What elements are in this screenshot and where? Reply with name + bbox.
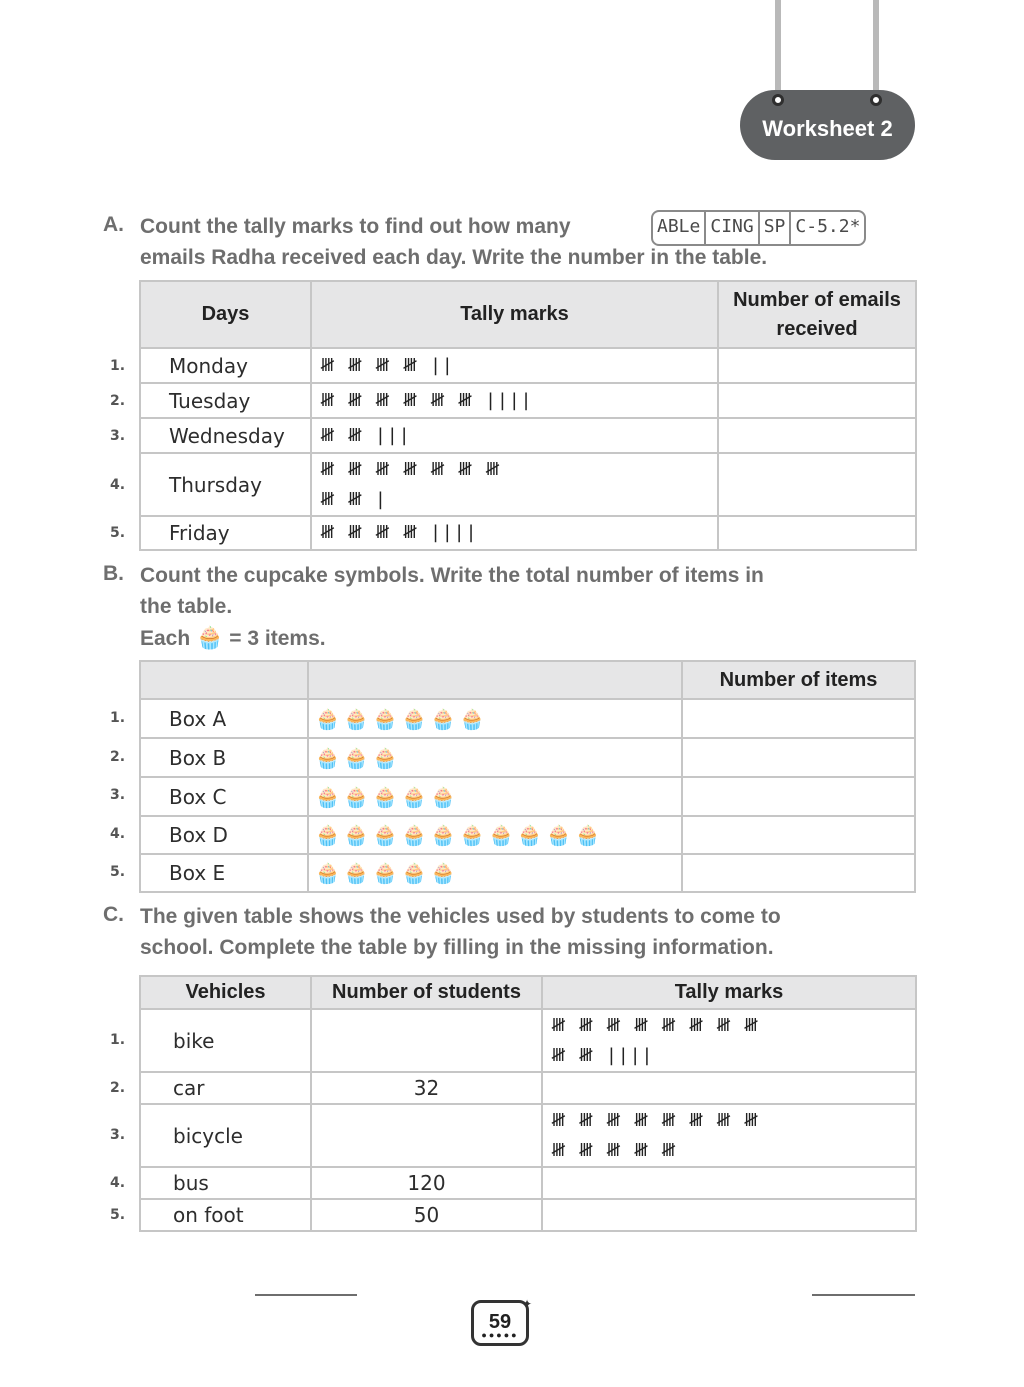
cupcake-cell bbox=[308, 816, 682, 854]
emails-table bbox=[139, 280, 917, 551]
day-cell: Wednesday bbox=[140, 418, 311, 453]
worksheet-badge bbox=[740, 90, 915, 160]
row-number: 2. bbox=[110, 1080, 126, 1096]
tally-cell: 𝍸 𝍸 𝍸 𝍸 || bbox=[311, 348, 718, 383]
badge-dots: ●●●●● bbox=[481, 1330, 519, 1340]
cupcake-icon: 🧁 bbox=[372, 745, 402, 770]
tally-cell: 𝍸 𝍸 𝍸 𝍸 𝍸 𝍸 𝍸 𝍸 𝍸 | bbox=[311, 453, 718, 516]
cupcake-icon: 🧁 bbox=[343, 706, 373, 731]
box-cell: Box A bbox=[140, 699, 308, 738]
cupcake-icon: 🧁 bbox=[343, 861, 373, 885]
answer-cell[interactable] bbox=[718, 453, 916, 516]
row-number: 1. bbox=[110, 358, 126, 374]
row-number: 5. bbox=[110, 864, 126, 880]
answer-cell[interactable] bbox=[682, 816, 915, 854]
column-header bbox=[308, 661, 682, 699]
cupcake-icon: 🧁 bbox=[315, 823, 344, 847]
code-part: ABLe bbox=[653, 212, 706, 244]
section-a-letter: A. bbox=[103, 213, 124, 236]
day-cell: Friday bbox=[140, 516, 311, 550]
section-c-instruction-2: school. Complete the table by filling in the missing information. bbox=[140, 936, 774, 959]
answer-cell[interactable] bbox=[718, 516, 916, 550]
cupcake-icon: 🧁 bbox=[372, 823, 402, 847]
section-b-instruction-2: the table. bbox=[140, 595, 233, 618]
cupcake-icon: 🧁 bbox=[315, 706, 344, 731]
page-number-badge bbox=[471, 1300, 529, 1346]
cupcake-key bbox=[140, 622, 326, 654]
vehicle-cell: on foot bbox=[140, 1199, 311, 1231]
page-number: 59 bbox=[488, 1311, 512, 1333]
students-cell: 120 bbox=[311, 1167, 542, 1199]
column-header: Number of emails received bbox=[718, 281, 916, 348]
day-cell: Monday bbox=[140, 348, 311, 383]
row-number: 3. bbox=[110, 428, 126, 444]
cupcake-icon: 🧁 bbox=[401, 784, 431, 809]
cupcake-icon: 🧁 bbox=[372, 784, 402, 809]
row-number: 4. bbox=[110, 1175, 126, 1191]
section-a-instruction-2: emails Radha received each day. Write the number in the table. bbox=[140, 246, 768, 269]
row-number: 4. bbox=[110, 826, 126, 842]
cupcake-icon: 🧁 bbox=[430, 706, 460, 731]
cupcake-icon: 🧁 bbox=[196, 625, 224, 650]
section-b-letter: B. bbox=[103, 562, 124, 585]
box-cell: Box B bbox=[140, 738, 308, 777]
curriculum-code bbox=[651, 210, 866, 246]
row-number: 5. bbox=[110, 525, 126, 541]
key-prefix: Each bbox=[140, 627, 191, 650]
cupcake-icon: 🧁 bbox=[430, 861, 460, 885]
star-icon: ✦ bbox=[522, 1297, 533, 1311]
cupcake-icon: 🧁 bbox=[546, 823, 576, 847]
vehicles-table bbox=[139, 975, 917, 1232]
tally-cell[interactable] bbox=[542, 1167, 916, 1199]
cupcake-cell bbox=[308, 854, 682, 892]
row-number: 5. bbox=[110, 1207, 126, 1223]
students-cell[interactable] bbox=[311, 1104, 542, 1167]
tally-cell[interactable] bbox=[542, 1199, 916, 1231]
row-number: 2. bbox=[110, 749, 126, 765]
cupcake-icon: 🧁 bbox=[343, 745, 373, 770]
box-cell: Box E bbox=[140, 854, 308, 892]
day-cell: Tuesday bbox=[140, 383, 311, 418]
answer-cell[interactable] bbox=[718, 418, 916, 453]
cupcake-icon: 🧁 bbox=[401, 823, 431, 847]
tally-cell: 𝍸 𝍸 𝍸 𝍸 |||| bbox=[311, 516, 718, 550]
code-part: SP bbox=[760, 212, 792, 244]
column-header: Number of items bbox=[682, 661, 915, 699]
hanger-string-left bbox=[775, 0, 781, 95]
column-header: Days bbox=[140, 281, 311, 348]
cupcake-table bbox=[139, 660, 916, 893]
section-a-instruction-1: Count the tally marks to find out how many bbox=[140, 215, 571, 238]
column-header: Number of students bbox=[311, 976, 542, 1009]
column-header: Tally marks bbox=[311, 281, 718, 348]
cupcake-icon: 🧁 bbox=[488, 823, 518, 847]
cupcake-icon: 🧁 bbox=[401, 706, 431, 731]
day-cell: Thursday bbox=[140, 453, 311, 516]
vehicle-cell: bus bbox=[140, 1167, 311, 1199]
cupcake-cell bbox=[308, 738, 682, 777]
vehicle-cell: bike bbox=[140, 1009, 311, 1072]
row-number: 4. bbox=[110, 477, 126, 493]
cupcake-icon: 🧁 bbox=[430, 823, 460, 847]
cupcake-cell bbox=[308, 777, 682, 816]
code-part: C-5.2* bbox=[795, 216, 861, 237]
answer-cell[interactable] bbox=[718, 383, 916, 418]
answer-cell[interactable] bbox=[682, 777, 915, 816]
hanger-string-right bbox=[873, 0, 879, 95]
cupcake-icon: 🧁 bbox=[372, 706, 402, 731]
remarks-line bbox=[812, 1294, 915, 1296]
students-cell: 50 bbox=[311, 1199, 542, 1231]
cupcake-icon: 🧁 bbox=[459, 706, 489, 731]
students-cell: 32 bbox=[311, 1072, 542, 1104]
row-number: 3. bbox=[110, 787, 126, 803]
box-cell: Box D bbox=[140, 816, 308, 854]
answer-cell[interactable] bbox=[682, 699, 915, 738]
answer-cell[interactable] bbox=[682, 738, 915, 777]
cupcake-icon: 🧁 bbox=[575, 823, 605, 847]
cupcake-icon: 🧁 bbox=[315, 745, 344, 770]
tally-cell: 𝍸 𝍸 𝍸 𝍸 𝍸 𝍸 𝍸 𝍸 𝍸 𝍸 𝍸 𝍸 𝍸 bbox=[542, 1104, 916, 1167]
vehicle-cell: car bbox=[140, 1072, 311, 1104]
row-number: 1. bbox=[110, 1032, 126, 1048]
answer-cell[interactable] bbox=[718, 348, 916, 383]
row-number: 2. bbox=[110, 393, 126, 409]
column-header: Vehicles bbox=[140, 976, 311, 1009]
cupcake-icon: 🧁 bbox=[459, 823, 489, 847]
column-header: Tally marks bbox=[542, 976, 916, 1009]
signature-line bbox=[255, 1294, 357, 1296]
cupcake-icon: 🧁 bbox=[343, 784, 373, 809]
cupcake-icon: 🧁 bbox=[517, 823, 547, 847]
section-c-letter: C. bbox=[103, 903, 124, 926]
row-number: 1. bbox=[110, 710, 126, 726]
answer-cell[interactable] bbox=[682, 854, 915, 892]
cupcake-icon: 🧁 bbox=[315, 784, 344, 809]
tally-cell: 𝍸 𝍸 𝍸 𝍸 𝍸 𝍸 |||| bbox=[311, 383, 718, 418]
section-b-instruction-1: Count the cupcake symbols. Write the total number of items in bbox=[140, 564, 764, 587]
vehicle-cell: bicycle bbox=[140, 1104, 311, 1167]
code-part: CING bbox=[706, 212, 759, 244]
worksheet-badge-label: Worksheet 2 bbox=[762, 116, 893, 141]
cupcake-icon: 🧁 bbox=[401, 861, 431, 885]
key-suffix: = 3 items. bbox=[229, 627, 326, 650]
section-c-instruction-1: The given table shows the vehicles used by students to come to bbox=[140, 905, 781, 928]
students-cell[interactable] bbox=[311, 1009, 542, 1072]
row-number: 3. bbox=[110, 1127, 126, 1143]
cupcake-icon: 🧁 bbox=[343, 823, 373, 847]
tally-cell[interactable] bbox=[542, 1072, 916, 1104]
tally-cell: 𝍸 𝍸 𝍸 𝍸 𝍸 𝍸 𝍸 𝍸 𝍸 𝍸 |||| bbox=[542, 1009, 916, 1072]
cupcake-icon: 🧁 bbox=[315, 861, 344, 885]
box-cell: Box C bbox=[140, 777, 308, 816]
cupcake-cell bbox=[308, 699, 682, 738]
tally-cell: 𝍸 𝍸 ||| bbox=[311, 418, 718, 453]
cupcake-icon: 🧁 bbox=[430, 784, 460, 809]
column-header bbox=[140, 661, 308, 699]
hanger-ring-left bbox=[772, 94, 784, 106]
hanger-ring-right bbox=[870, 94, 882, 106]
cupcake-icon: 🧁 bbox=[372, 861, 402, 885]
